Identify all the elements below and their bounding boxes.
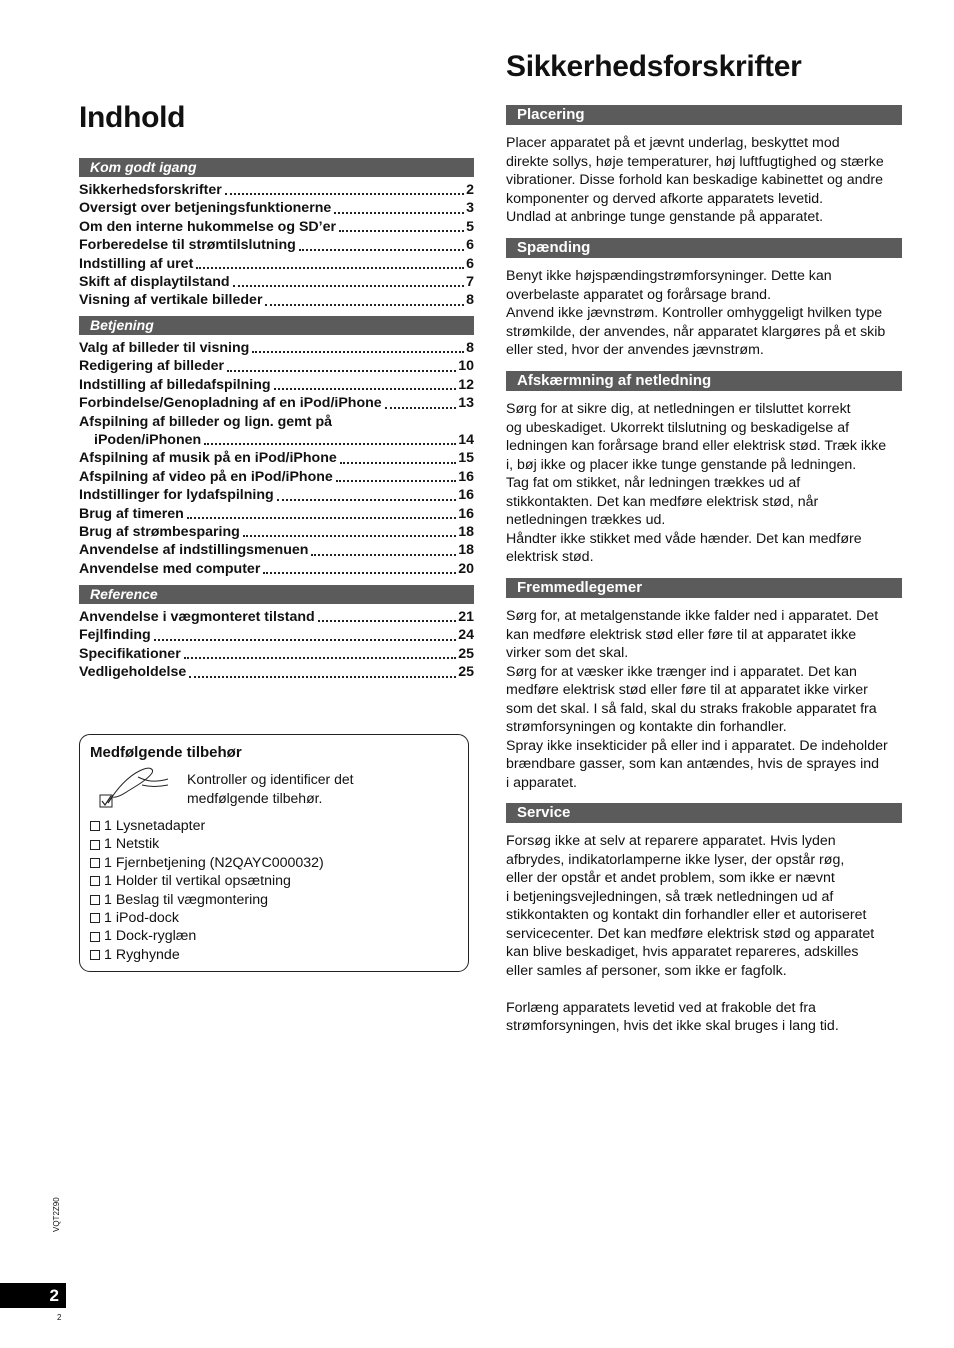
body-line: eller der opstår et andet problem, som ikke er nævnt bbox=[506, 870, 835, 886]
body-line: ledningen kan forårsage brand eller elektrisk stød. Træk ikke bbox=[506, 438, 887, 454]
safety-section-heading: Spænding bbox=[506, 238, 902, 258]
accessory-item: 1 Ryghynde bbox=[90, 946, 324, 964]
checkbox-icon bbox=[90, 821, 100, 831]
body-line: Placer apparatet på et jævnt underlag, beskyttet mod bbox=[506, 135, 840, 151]
toc-entry[interactable]: Valg af billeder til visning 8 bbox=[79, 339, 474, 356]
accessories-box bbox=[79, 734, 469, 972]
body-line: eller samles af personer, som ikke er fagfolk. bbox=[506, 962, 787, 979]
toc-entry[interactable]: iPoden/iPhonen 14 bbox=[94, 431, 474, 448]
checkbox-icon bbox=[90, 932, 100, 942]
toc-section-betjening bbox=[79, 316, 474, 578]
body-line: Håndter ikke stikket med våde hænder. Det kan medføre bbox=[506, 530, 862, 547]
toc-entry[interactable]: Oversigt over betjeningsfunktionerne 3 bbox=[79, 200, 474, 217]
accessory-item: 1 Dock-ryglæn bbox=[90, 927, 324, 945]
accessory-item: 1 Holder til vertikal opsætning bbox=[90, 872, 324, 890]
page-number-small: 2 bbox=[57, 1313, 62, 1322]
body-line: i betjeningsvejledningen, så træk netledningen ud af bbox=[506, 888, 834, 905]
safety-section-heading: Afskærmning af netledning bbox=[506, 371, 902, 391]
body-line: Benyt ikke højspændingstrømforsyninger. Dette kan bbox=[506, 268, 832, 284]
toc-entry[interactable]: Brug af timeren 16 bbox=[79, 505, 474, 522]
body-line bbox=[506, 980, 902, 999]
toc-title: Indhold bbox=[79, 101, 186, 134]
document-code: VQT2Z90 bbox=[52, 1197, 61, 1232]
body-line: medføre elektrisk stød eller føre til at apparatet ikke virker bbox=[506, 682, 868, 698]
toc-section-heading: Betjening bbox=[79, 316, 474, 335]
checkbox-icon bbox=[90, 913, 100, 923]
page-number-tab: 2 bbox=[0, 1283, 66, 1308]
body-line: Forlæng apparatets levetid ved at frakoble det fra bbox=[506, 999, 816, 1016]
toc-entry[interactable]: Sikkerhedsforskrifter 2 bbox=[79, 181, 474, 198]
body-line: i, bøj ikke og placer ikke tunge genstande på ledningen. bbox=[506, 456, 857, 473]
body-line: Spray ikke insekticider på eller ind i apparatet. De indeholder bbox=[506, 737, 888, 754]
safety-section-placering bbox=[506, 105, 902, 227]
toc-entry[interactable]: Afspilning af musik på en iPod/iPhone 15 bbox=[79, 450, 474, 467]
safety-section-heading: Fremmedlegemer bbox=[506, 578, 902, 598]
body-line: overbelaste apparatet og forårsage brand. bbox=[506, 286, 772, 303]
toc-entry[interactable]: Indstilling af billedafspilning 12 bbox=[79, 376, 474, 393]
toc-entry[interactable]: Anvendelse i vægmonteret tilstand 21 bbox=[79, 608, 474, 625]
body-line: strømforsyningen og kontakte din forhandler. bbox=[506, 719, 787, 735]
body-line: Forsøg ikke at selv at reparere apparatet. Hvis lyden bbox=[506, 833, 836, 849]
checkbox-icon bbox=[90, 876, 100, 886]
body-line: stikkontakten. Det kan medføre elektrisk stød, når bbox=[506, 493, 819, 510]
checkbox-icon bbox=[90, 840, 100, 850]
body-line: eller sted, hvor der anvendes jævnstrøm. bbox=[506, 342, 764, 358]
toc-entry[interactable]: Om den interne hukommelse og SD’er 5 bbox=[79, 218, 474, 235]
toc-entry[interactable]: Indstillinger for lydafspilning 16 bbox=[79, 487, 474, 504]
body-line: stikkontakten og kontakt din forhandler eller et autoriseret bbox=[506, 907, 867, 923]
body-line: som det skal. I så fald, skal du straks frakoble apparatet fra bbox=[506, 700, 877, 717]
safety-section-heading: Placering bbox=[506, 105, 902, 125]
body-line: vibrationer. Disse forhold kan beskadige kabinettet og andre bbox=[506, 172, 883, 188]
body-line: afbrydes, indikatorlamperne ikke lyser, der opstår røg, bbox=[506, 851, 845, 868]
safety-section-heading: Service bbox=[506, 803, 902, 823]
body-line: kan blive beskadiget, hvis apparatet repareres, adskilles bbox=[506, 944, 859, 960]
toc-section-kom-godt-igang bbox=[79, 158, 474, 310]
body-line: netledningen trækkes ud. bbox=[506, 512, 666, 528]
toc-entry[interactable]: Skift af displaytilstand 7 bbox=[79, 273, 474, 290]
safety-section-fremmedlegemer bbox=[506, 578, 902, 792]
toc-section-heading: Kom godt igang bbox=[79, 158, 474, 177]
body-line: Sørg for, at metalgenstande ikke falder ned i apparatet. Det bbox=[506, 608, 879, 624]
accessory-item: 1 Lysnetadapter bbox=[90, 817, 324, 835]
body-line: virker som det skal. bbox=[506, 645, 629, 661]
body-line: komponenter og derved afkorte apparatets levetid. bbox=[506, 190, 824, 207]
body-line: direkte sollys, høje temperaturer, høj luftfugtighed og stærke bbox=[506, 153, 884, 170]
body-line: Tag fat om stikket, når ledningen trækkes ud af bbox=[506, 475, 801, 491]
body-line: kan medføre elektrisk stød eller føre til at apparatet ikke bbox=[506, 626, 857, 643]
toc-entry[interactable]: Anvendelse med computer 20 bbox=[79, 560, 474, 577]
checkbox-icon bbox=[90, 858, 100, 868]
body-line: Sørg for at sikre dig, at netledningen er tilsluttet korrekt bbox=[506, 401, 851, 417]
toc-entry[interactable]: Vedligeholdelse 25 bbox=[79, 664, 474, 681]
accessories-note: Kontroller og identificer det medfølgende tilbehør. bbox=[187, 771, 354, 806]
toc-entry[interactable]: Forbindelse/Genopladning af en iPod/iPhone 13 bbox=[79, 395, 474, 412]
body-line: Anvend ikke jævnstrøm. Kontroller omhyggeligt hvilken type bbox=[506, 305, 883, 321]
accessories-list bbox=[90, 817, 324, 964]
toc-entry[interactable]: Fejlfinding 24 bbox=[79, 627, 474, 644]
toc-entry[interactable]: Afspilning af billeder og lign. gemt på bbox=[79, 413, 333, 430]
checkbox-icon bbox=[90, 950, 100, 960]
body-line: strømkilde, der anvendes, når apparatet klargøres på et skib bbox=[506, 323, 886, 340]
body-line: i apparatet. bbox=[506, 774, 577, 791]
accessory-item: 1 iPod-dock bbox=[90, 909, 324, 927]
accessory-item: 1 Netstik bbox=[90, 835, 324, 853]
toc-section-reference bbox=[79, 585, 474, 682]
safety-section-spaending bbox=[506, 238, 902, 360]
accessory-item: 1 Fjernbetjening (N2QAYC000032) bbox=[90, 854, 324, 872]
toc-entry[interactable]: Afspilning af video på en iPod/iPhone 16 bbox=[79, 468, 474, 485]
toc-entry[interactable]: Specifikationer 25 bbox=[79, 645, 474, 662]
checkbox-icon bbox=[90, 895, 100, 905]
toc-entry[interactable]: Forberedelse til strømtilslutning 6 bbox=[79, 237, 474, 254]
accessories-title: Medfølgende tilbehør bbox=[90, 744, 242, 761]
toc-entry[interactable]: Brug af strømbesparing 18 bbox=[79, 523, 474, 540]
toc-entry[interactable]: Anvendelse af indstillingsmenuen 18 bbox=[79, 542, 474, 559]
toc-entry[interactable]: Visning af vertikale billeder 8 bbox=[79, 292, 474, 309]
safety-section-netledning bbox=[506, 371, 902, 567]
body-line: og ubeskadiget. Ukorrekt tilslutning og beskadigelse af bbox=[506, 419, 850, 436]
safety-title: Sikkerhedsforskrifter bbox=[506, 50, 802, 83]
safety-section-service bbox=[506, 803, 902, 1036]
body-line: elektrisk stød. bbox=[506, 549, 594, 565]
toc-section-heading: Reference bbox=[79, 585, 474, 604]
body-line: Undlad at anbringe tunge genstande på apparatet. bbox=[506, 209, 824, 225]
body-line: strømforsyningen, hvis det ikke skal bruges i lang tid. bbox=[506, 1018, 839, 1034]
toc-entry[interactable]: Redigering af billeder 10 bbox=[79, 358, 474, 375]
body-line: brændbare gasser, som kan antændes, hvis de sprayes ind bbox=[506, 756, 880, 772]
accessory-item: 1 Beslag til vægmontering bbox=[90, 891, 324, 909]
body-line: servicecenter. Det kan medføre elektrisk stød og apparatet bbox=[506, 925, 875, 942]
toc-entry[interactable]: Indstilling af uret 6 bbox=[79, 255, 474, 272]
pen-checkmark-icon bbox=[98, 765, 170, 811]
body-line: Sørg for at væsker ikke trænger ind i apparatet. Det kan bbox=[506, 663, 857, 680]
